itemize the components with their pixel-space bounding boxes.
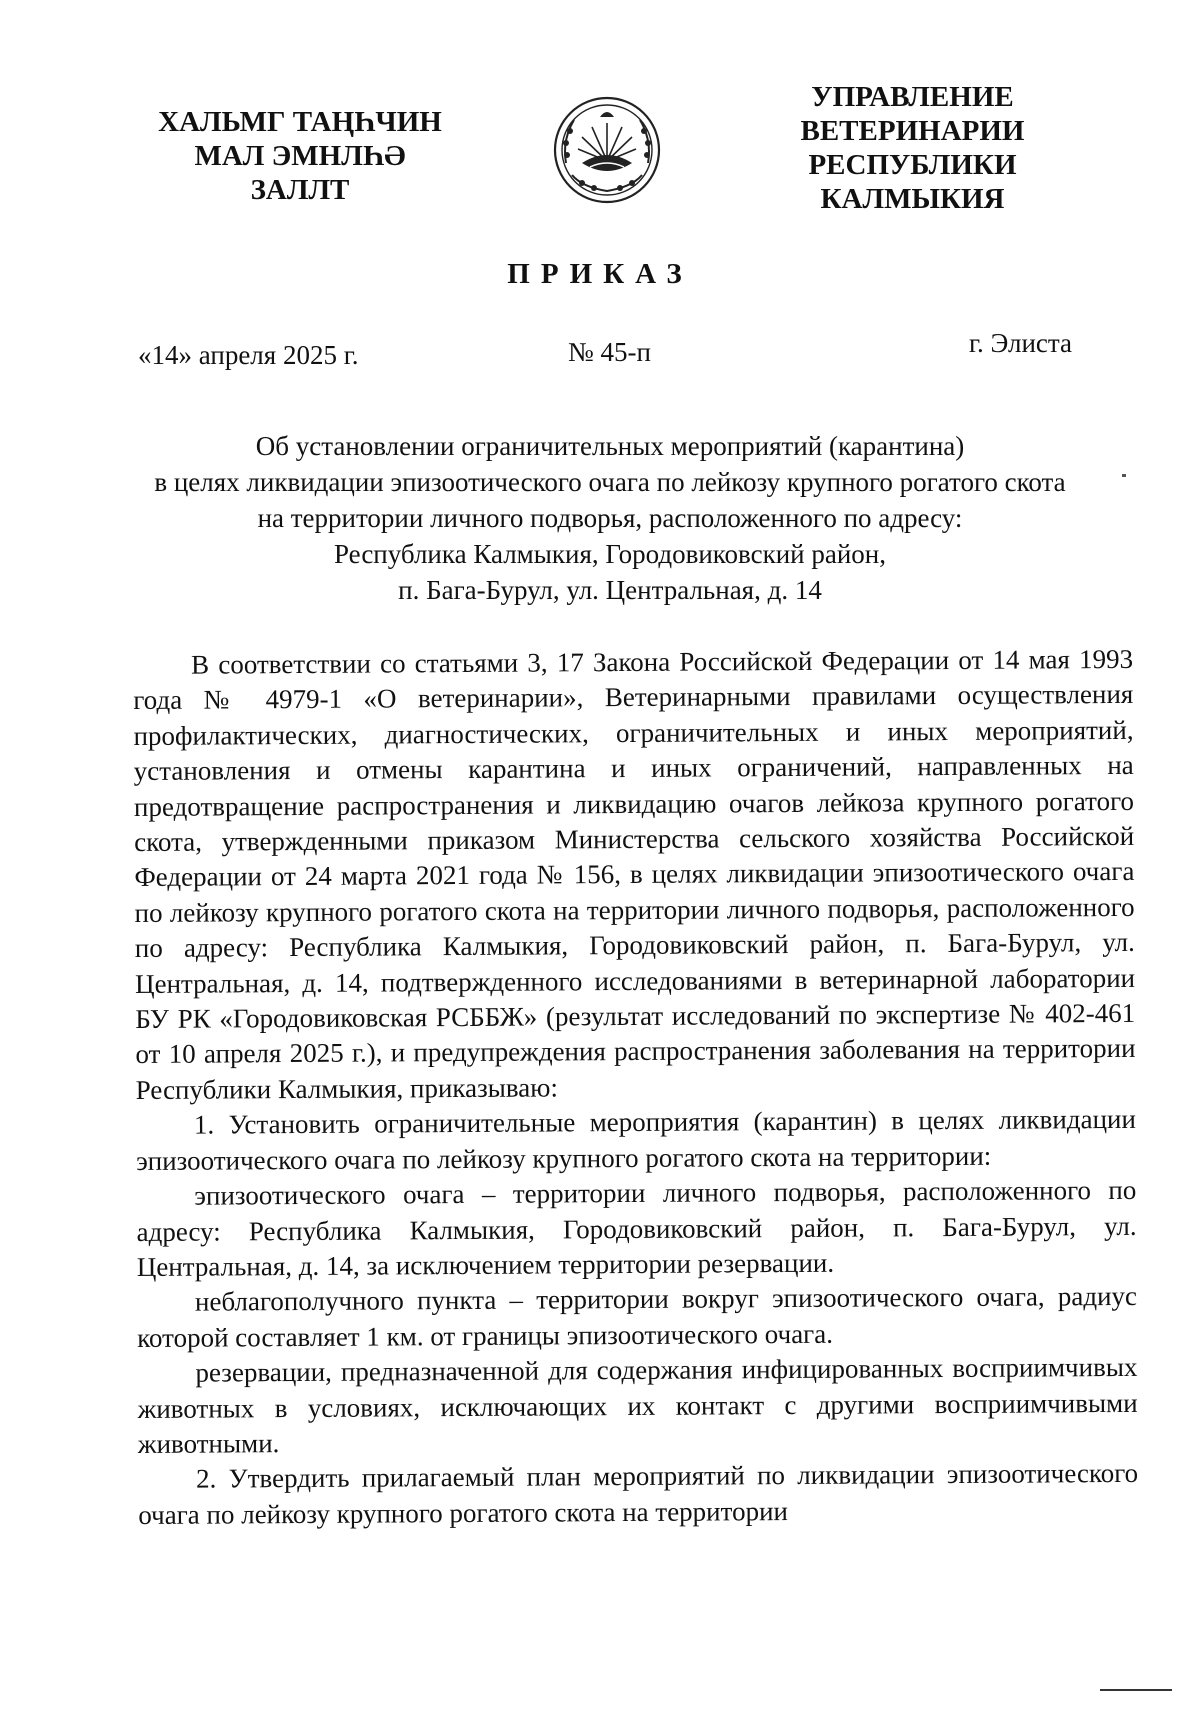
item-2-paragraph: 2. Утвердить прилагаемый план мероприятий по ликвидации эпизоотического очага по лейкозу крупного рогатого скота на территории	[138, 1458, 1139, 1530]
scan-speck	[1122, 474, 1126, 477]
subject-line: на территории личного подворья, расположенного по адресу:	[257, 503, 963, 533]
header-right-line: РЕСПУБЛИКИ	[808, 149, 1017, 181]
subject-line: Об установлении ограничительных мероприятий (карантина)	[255, 431, 965, 461]
order-body	[133, 642, 1138, 1533]
item-1-focus-paragraph: эпизоотического очага – территории личного подворья, расположенного по адресу: Республика Калмыкия, Городовиковский район, п. Бага-Бурул, ул. Центральная, д. 14, за исключением территории резервации.	[136, 1174, 1137, 1282]
order-number: № 45-п	[568, 337, 651, 367]
order-date: «14» апреля 2025 г.	[138, 340, 359, 370]
footer-rule	[1100, 1689, 1172, 1691]
header-left-line: ХАЛЬМГ ТАҢҺЧИН	[158, 106, 442, 138]
item-1-area-paragraph: неблагополучного пункта – территории вокруг эпизоотического очага, радиус которой составляет 1 км. от границы эпизоотического очага.	[137, 1281, 1138, 1353]
coat-of-arms-emblem	[552, 95, 662, 205]
item-1-reservation-paragraph: резервации, предназначенной для содержания инфицированных восприимчивых животных в условиях, исключающих их контакт с другими восприимчивыми животными.	[137, 1352, 1138, 1459]
order-title: ПРИКАЗ	[507, 258, 693, 290]
item-1-paragraph: 1. Установить ограничительные мероприятия (карантин) в целях ликвидации эпизоотического очага по лейкозу крупного рогатого скота на территории:	[136, 1104, 1136, 1176]
order-city: г. Элиста	[969, 328, 1073, 358]
preamble-paragraph: В соответствии со статьями 3, 17 Закона Российской Федерации от 14 мая 1993 года № 4979-1 «О ветеринарии», Ветеринарными правилами осуществления профилактических, диагностических, ограничительных и иных мероприятий, установления и отмены карантина и иных ограничений, направленных на предотвращение распространения и ликвидацию очагов лейкоза крупного рогатого скота, утвержденными приказом Министерства сельского хозяйства Российской Федерации от 24 марта 2021 года № 156, в целях ликвидации эпизоотического очага по лейкозу крупного рогатого скота на территории личного подворья, расположенного по адресу: Республика Калмыкия, Городовиковский район, п. Бага-Бурул, ул. Центральная, д. 14, подтвержденного исследованиями в ветеринарной лаборатории БУ РК «Городовиковская РСББЖ» (результат исследований по экспертизе № 402-461 от 10 апреля 2025 г.), и предупреждения распространения заболевания на территории Республики Калмыкия, приказываю:	[133, 643, 1136, 1105]
header-russian-agency-name	[780, 80, 1045, 216]
subject-line: п. Бага-Бурул, ул. Центральная, д. 14	[398, 575, 822, 605]
header-kalmyk-agency-name	[140, 105, 460, 207]
header-right-line: ВЕТЕРИНАРИИ	[800, 115, 1025, 147]
header-right-line: УПРАВЛЕНИЕ	[811, 81, 1014, 113]
header-left-line: МАЛ ЭМНЛҺӘ	[194, 140, 406, 172]
order-subject	[100, 428, 1120, 608]
subject-line: в целях ликвидации эпизоотического очага по лейкозу крупного рогатого скота	[154, 467, 1066, 497]
subject-line: Республика Калмыкия, Городовиковский район,	[334, 539, 886, 569]
header-left-line: ЗАЛЛТ	[250, 174, 350, 206]
header-right-line: КАЛМЫКИЯ	[820, 183, 1005, 215]
